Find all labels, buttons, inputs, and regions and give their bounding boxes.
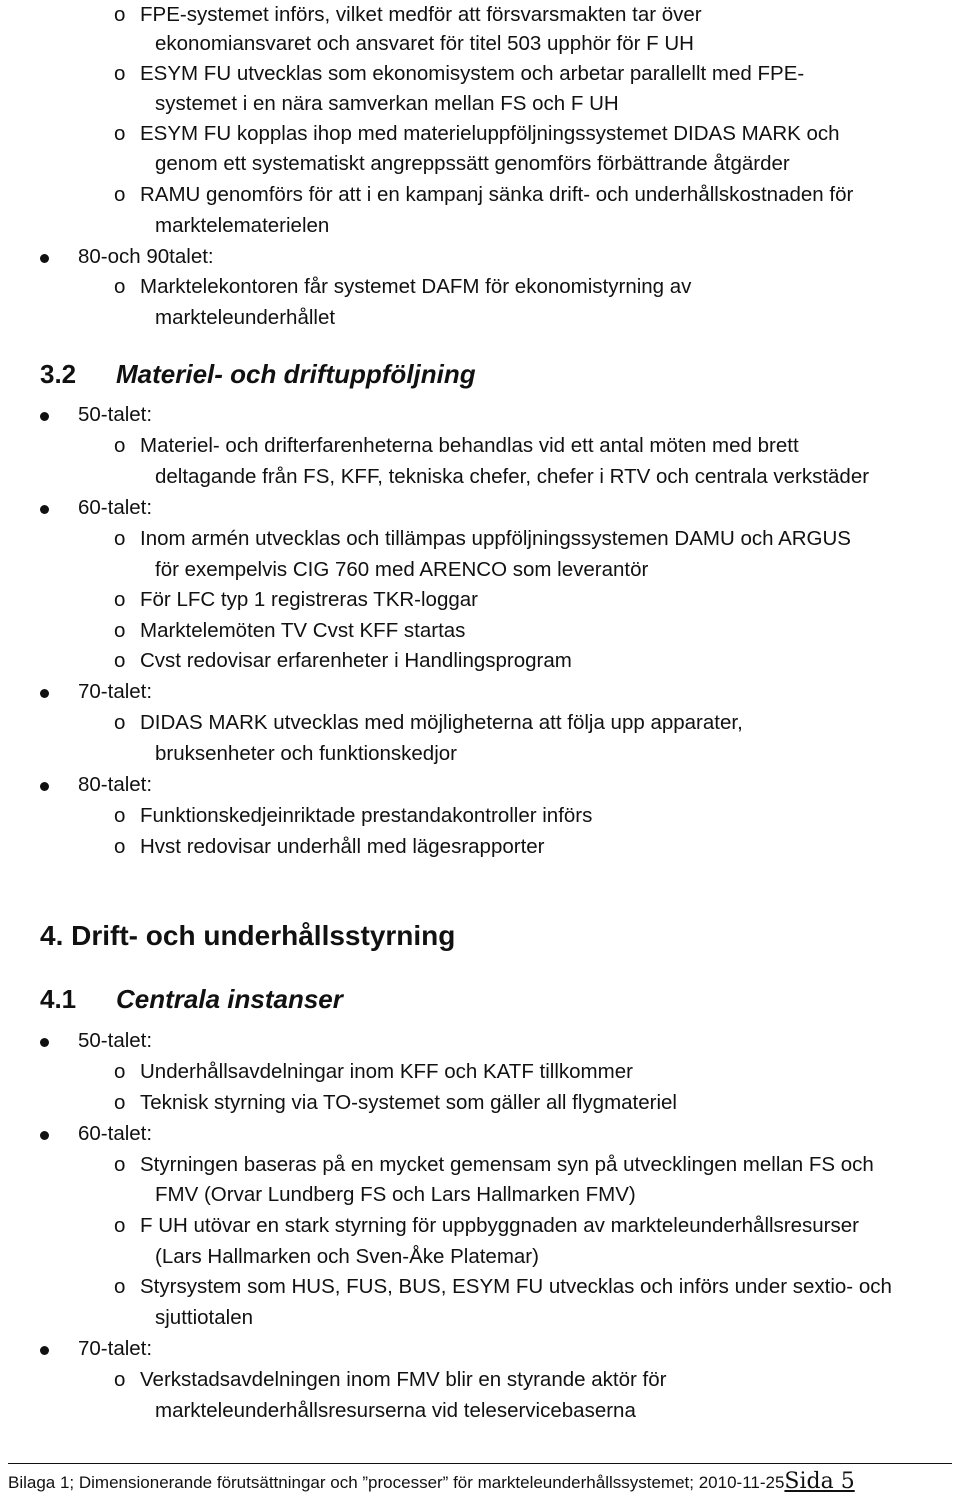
bullet-icon xyxy=(40,505,49,514)
bullet-icon xyxy=(40,1038,49,1047)
sub-item-text: Hvst redovisar underhåll med lägesrapporter xyxy=(140,835,545,858)
sub-bullet-marker: o xyxy=(114,183,126,206)
sub-bullet-marker: o xyxy=(114,275,126,298)
sub-item xyxy=(114,119,840,149)
sub-bullet-marker: o xyxy=(114,527,126,550)
sub-bullet-marker: o xyxy=(114,1275,126,1298)
sub-bullet-marker: o xyxy=(114,434,126,457)
sub-item-text: Marktelekontoren får systemet DAFM för ekonomistyrning av xyxy=(140,275,692,298)
section-heading-4-1 xyxy=(40,984,343,1015)
sub-item-text: Inom armén utvecklas och tillämpas uppföljningssystemen DAMU och ARGUS xyxy=(140,527,851,550)
section-title: Materiel- och driftuppföljning xyxy=(116,359,476,389)
sub-item-text: FPE-systemet införs, vilket medför att försvarsmakten tar över xyxy=(140,3,702,26)
sub-bullet-marker: o xyxy=(114,1368,126,1391)
bullet-heading: 80-och 90talet: xyxy=(78,245,214,268)
bullet-icon xyxy=(40,782,49,791)
sub-bullet-marker: o xyxy=(114,804,126,827)
bullet-heading: 60-talet: xyxy=(78,496,153,519)
sub-item-text: Materiel- och drifterfarenheterna behandlas vid ett antal möten med brett xyxy=(140,434,799,457)
sub-item-continuation: bruksenheter och funktionskedjor xyxy=(155,742,457,765)
sub-item-text: DIDAS MARK utvecklas med möjligheterna att följa upp apparater, xyxy=(140,711,743,734)
sub-item xyxy=(114,1150,874,1180)
sub-bullet-marker: o xyxy=(114,588,126,611)
sub-item-continuation: för exempelvis CIG 760 med ARENCO som leverantör xyxy=(155,558,649,581)
sub-item-continuation: markteleunderhållet xyxy=(155,306,336,329)
sub-item xyxy=(114,1272,892,1302)
footer-divider xyxy=(8,1463,952,1464)
sub-bullet-marker: o xyxy=(114,835,126,858)
sub-item xyxy=(114,0,702,30)
footer-text: Bilaga 1; Dimensionerande förutsättningar och ”processer” för markteleunderhållssystemet; 2010-11-25 xyxy=(8,1473,785,1492)
sub-item-continuation: FMV (Orvar Lundberg FS och Lars Hallmarken FMV) xyxy=(155,1183,636,1206)
bullet-heading: 70-talet: xyxy=(78,1337,153,1360)
bullet-heading: 60-talet: xyxy=(78,1122,153,1145)
sub-item xyxy=(114,180,853,210)
sub-item-continuation: ekonomiansvaret och ansvaret för titel 503 upphör för F UH xyxy=(155,32,694,55)
sub-item-text: Styrsystem som HUS, FUS, BUS, ESYM FU utvecklas och införs under sextio- och xyxy=(140,1275,892,1298)
sub-item xyxy=(114,585,478,615)
bullet-heading: 80-talet: xyxy=(78,773,153,796)
page-footer xyxy=(8,1468,855,1497)
sub-item xyxy=(114,1057,633,1087)
sub-bullet-marker: o xyxy=(114,122,126,145)
sub-item-text: Underhållsavdelningar inom KFF och KATF tillkommer xyxy=(140,1060,633,1083)
bullet-heading: 70-talet: xyxy=(78,680,153,703)
sub-bullet-marker: o xyxy=(114,1060,126,1083)
bullet-icon xyxy=(40,412,49,421)
section-number: 4.1 xyxy=(40,984,77,1014)
sub-item-text: Verkstadsavdelningen inom FMV blir en styrande aktör för xyxy=(140,1368,667,1391)
page-number: Sida 5 xyxy=(784,1469,855,1494)
sub-item-text: ESYM FU utvecklas som ekonomisystem och arbetar parallellt med FPE- xyxy=(140,62,805,85)
bullet-icon xyxy=(40,254,49,263)
section-heading-4: 4. Drift- och underhållsstyrning xyxy=(40,920,456,951)
sub-item-text: ESYM FU kopplas ihop med materieluppföljningssystemet DIDAS MARK och xyxy=(140,122,840,145)
sub-item xyxy=(114,272,691,302)
sub-item-text: RAMU genomförs för att i en kampanj sänka drift- och underhållskostnaden för xyxy=(140,183,854,206)
sub-item-continuation: (Lars Hallmarken och Sven-Åke Platemar) xyxy=(155,1245,539,1268)
sub-bullet-marker: o xyxy=(114,3,126,26)
sub-item-continuation: deltagande från FS, KFF, tekniska chefer, chefer i RTV och centrala verkstäder xyxy=(155,465,870,488)
bullet-icon xyxy=(40,1346,49,1355)
sub-item-continuation: genom ett systematiskt angreppssätt genomförs förbättrande åtgärder xyxy=(155,152,790,175)
sub-item xyxy=(114,524,851,554)
sub-bullet-marker: o xyxy=(114,1153,126,1176)
sub-item-continuation: sjuttiotalen xyxy=(155,1306,254,1329)
sub-item xyxy=(114,1088,677,1118)
sub-item-text: För LFC typ 1 registreras TKR-loggar xyxy=(140,588,478,611)
sub-item xyxy=(114,59,804,89)
sub-item xyxy=(114,616,465,646)
bullet-heading: 50-talet: xyxy=(78,1029,153,1052)
sub-item xyxy=(114,1365,666,1395)
sub-item xyxy=(114,832,545,862)
sub-item-continuation: marktelematerielen xyxy=(155,214,330,237)
sub-item-text: Styrningen baseras på en mycket gemensam syn på utvecklingen mellan FS och xyxy=(140,1153,874,1176)
sub-bullet-marker: o xyxy=(114,62,126,85)
sub-item-continuation: systemet i en nära samverkan mellan FS och F UH xyxy=(155,92,619,115)
sub-item-text: F UH utövar en stark styrning för uppbyggnaden av markteleunderhållsresurser xyxy=(140,1214,859,1237)
sub-item-text: Teknisk styrning via TO-systemet som gäller all flygmateriel xyxy=(140,1091,677,1114)
sub-item xyxy=(114,708,743,738)
bullet-heading: 50-talet: xyxy=(78,403,153,426)
section-number: 3.2 xyxy=(40,359,77,389)
sub-item xyxy=(114,801,592,831)
sub-bullet-marker: o xyxy=(114,1091,126,1114)
sub-bullet-marker: o xyxy=(114,649,126,672)
sub-item-text: Marktelemöten TV Cvst KFF startas xyxy=(140,619,466,642)
sub-bullet-marker: o xyxy=(114,711,126,734)
sub-item xyxy=(114,431,799,461)
sub-bullet-marker: o xyxy=(114,1214,126,1237)
sub-item xyxy=(114,1211,859,1241)
bullet-icon xyxy=(40,1131,49,1140)
section-title: Centrala instanser xyxy=(116,984,343,1014)
sub-item-continuation: markteleunderhållsresurserna vid teleservicebaserna xyxy=(155,1399,636,1422)
sub-item-text: Funktionskedjeinriktade prestandakontroller införs xyxy=(140,804,593,827)
sub-item xyxy=(114,646,572,676)
section-heading-3-2 xyxy=(40,359,476,390)
bullet-icon xyxy=(40,689,49,698)
sub-item-text: Cvst redovisar erfarenheter i Handlingsprogram xyxy=(140,649,572,672)
sub-bullet-marker: o xyxy=(114,619,126,642)
